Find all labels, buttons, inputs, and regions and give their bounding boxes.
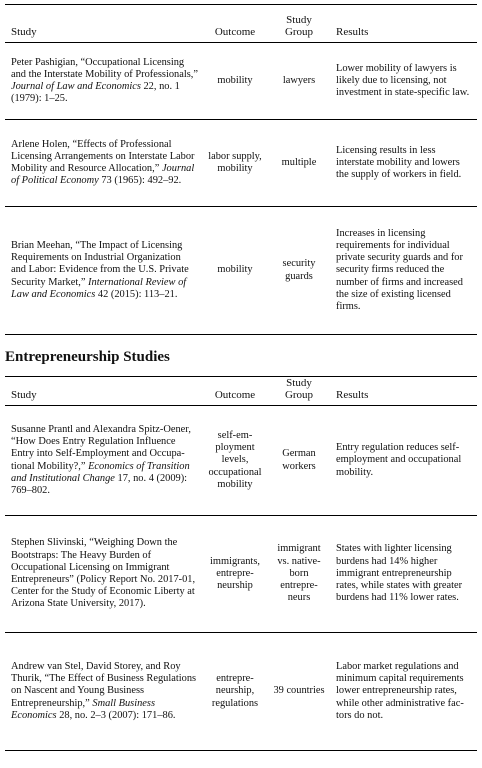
header-results: Results xyxy=(336,389,369,401)
table-row xyxy=(5,406,477,516)
table-row xyxy=(5,120,477,207)
study-citation: Peter Pashigian, “Occupational Licensing and the Interstate Mobility of Professionals,” Journal of Law and Economics 22, no. 1 (1979): 1–25. xyxy=(11,56,198,105)
study-group-cell: lawyers xyxy=(282,74,316,86)
results-cell: States with lighter licensing burdens had 14% higher immigrant entrepreneurship rates, while states with greater burdens had 11% lower rates. xyxy=(336,543,463,604)
header-outcome: Outcome xyxy=(214,389,256,401)
header-study-group: Study Group xyxy=(284,377,314,401)
study-group-cell: immigrant vs. native-born entrepreneurs xyxy=(277,543,321,604)
study-citation: Susanne Prantl and Alexandra Spitz-Oener, “How Does Entry Regulation Influence Entry into Self-Employment and Occupational Mobility?,” Economics of Transition and Institutional Change 17, no. 4 (2009): 769–802. xyxy=(11,423,191,496)
outcome-cell: labor supply, mobility xyxy=(208,150,262,174)
table-header-row xyxy=(5,377,477,406)
outcome-cell: mobility xyxy=(217,74,253,86)
table-header-row xyxy=(5,5,477,43)
header-study: Study xyxy=(11,389,37,401)
results-cell: Lower mobility of lawyers is likely due to licensing, not investment in state-specific law. xyxy=(336,62,470,99)
licensing-mobility-table xyxy=(5,4,477,335)
study-group-cell: 39 countries xyxy=(273,685,325,697)
entrepreneurship-studies-table xyxy=(5,376,477,751)
header-study-group: Study Group xyxy=(284,14,314,38)
outcome-cell: entrepreneurship, regulations xyxy=(211,673,259,709)
study-citation: Andrew van Stel, David Storey, and Roy Thurik, “The Effect of Business Regulations on Nascent and Young Business Entrepreneurship,” Small Business Economics 28, no. 2–3 (2007): 171–86. xyxy=(11,660,197,721)
results-cell: Labor market regulations and minimum capital requirements lower entrepreneurship rates, while other administrative factors do not. xyxy=(336,660,464,721)
header-study: Study xyxy=(11,26,37,38)
table-row xyxy=(5,516,477,633)
header-results: Results xyxy=(336,26,369,38)
outcome-cell: immigrants, entrepreneurship xyxy=(210,555,260,592)
study-group-cell: German workers xyxy=(282,448,316,472)
table-row xyxy=(5,633,477,751)
results-cell: Licensing results in less interstate mobility and lowers the supply of workers in field. xyxy=(336,144,462,181)
table-row xyxy=(5,207,477,335)
study-citation: Brian Meehan, “The Impact of Licensing Requirements on Industrial Organization and Labor: Evidence from the U.S. Private Security Market,” International Review of Law and Economics 42 (2015): 113–21. xyxy=(11,239,189,300)
study-citation: Stephen Slivinski, “Weighing Down the Bootstraps: The Heavy Burden of Occupational Licensing on Immigrant Entrepreneurs” (Policy Report No. 2017-01, Center for the Study of Economic Liberty at Arizona State University, 2017). xyxy=(11,537,196,610)
study-citation: Arlene Holen, “Effects of Professional Licensing Arrangements on Interstate Labor Mobility and Resource Allocation,” Journal of Political Economy 73 (1965): 492–92. xyxy=(11,138,195,187)
study-group-cell: multiple xyxy=(281,156,317,168)
results-cell: Increases in licensing requirements for individual private security guards and for security firms reduced the number of firms and increased the size of existing licensed firms. xyxy=(336,227,463,312)
results-cell: Entry regulation reduces self-employment and occupational mobility. xyxy=(336,442,462,478)
outcome-cell: self-employment levels, occupational mobility xyxy=(208,429,262,490)
table-row xyxy=(5,43,477,120)
outcome-cell: mobility xyxy=(217,264,253,276)
section-title: Entrepreneurship Studies xyxy=(5,349,170,365)
header-outcome: Outcome xyxy=(214,26,256,38)
study-group-cell: security guards xyxy=(282,258,316,282)
